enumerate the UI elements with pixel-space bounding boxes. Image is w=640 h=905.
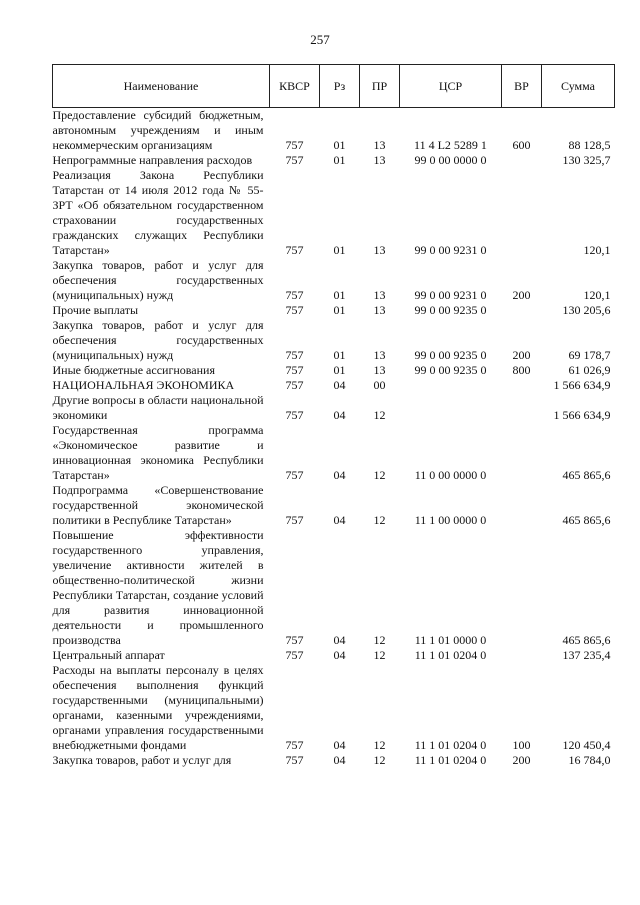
cell-pr: 13 [373, 303, 386, 317]
cell-csr: 99 0 00 0000 0 [414, 153, 487, 167]
cell-pr: 13 [373, 153, 386, 167]
cell-sum: 16 784,0 [568, 753, 611, 767]
cell-sum: 130 205,6 [562, 303, 611, 317]
cell-vr [502, 378, 542, 393]
cell-kvsr: 757 [285, 738, 304, 752]
cell-pr: 12 [373, 408, 386, 422]
cell-name: Непрограммные направления расходов [52, 153, 253, 167]
cell-sum: 465 865,6 [562, 633, 611, 647]
cell-kvsr: 757 [285, 303, 304, 317]
cell-pr: 12 [373, 513, 386, 527]
cell-csr: 11 1 01 0204 0 [414, 648, 487, 662]
cell-sum: 88 128,5 [568, 138, 611, 152]
cell-csr: 99 0 00 9231 0 [414, 288, 487, 302]
cell-vr: 600 [512, 138, 531, 152]
cell-pr: 13 [373, 348, 386, 362]
cell-vr: 200 [512, 348, 531, 362]
cell-rz: 04 [333, 753, 346, 767]
cell-pr: 12 [373, 738, 386, 752]
cell-kvsr: 757 [285, 243, 304, 257]
cell-name: Повышение эффективности государственного управления, увеличение активности жителей в общественно-политической жизни Республики Татарстан, создание условий для развития инновационной деятельности и промышленного производства [52, 528, 264, 647]
table-row [53, 363, 615, 378]
cell-sum: 465 865,6 [562, 468, 611, 482]
header-pr: ПР [360, 65, 400, 108]
cell-pr: 13 [373, 138, 386, 152]
cell-kvsr: 757 [285, 153, 304, 167]
cell-rz: 01 [333, 288, 346, 302]
header-csr: ЦСР [400, 65, 502, 108]
cell-rz: 04 [333, 513, 346, 527]
cell-kvsr: 757 [285, 513, 304, 527]
cell-kvsr: 757 [285, 363, 304, 377]
table-row [53, 378, 615, 393]
table-row [53, 663, 615, 753]
cell-pr: 13 [373, 363, 386, 377]
cell-rz: 04 [333, 408, 346, 422]
cell-rz: 04 [333, 468, 346, 482]
cell-csr [400, 378, 502, 393]
cell-rz: 01 [333, 303, 346, 317]
cell-vr [502, 483, 542, 528]
cell-rz: 04 [333, 633, 346, 647]
cell-csr: 11 0 00 0000 0 [414, 468, 487, 482]
cell-name: НАЦИОНАЛЬНАЯ ЭКОНОМИКА [52, 378, 235, 392]
cell-name: Закупка товаров, работ и услуг для обеспечения государственных (муниципальных) нужд [52, 318, 264, 362]
cell-sum: 1 566 634,9 [553, 408, 611, 422]
table-row [53, 108, 615, 154]
cell-vr [502, 153, 542, 168]
cell-name: Закупка товаров, работ и услуг для [52, 753, 232, 767]
cell-sum: 465 865,6 [562, 513, 611, 527]
cell-name: Закупка товаров, работ и услуг для обеспечения государственных (муниципальных) нужд [52, 258, 264, 302]
cell-name: Предоставление субсидий бюджетным, автономным учреждениям и иным некоммерческим организациям [52, 108, 264, 152]
cell-kvsr: 757 [285, 138, 304, 152]
cell-csr: 99 0 00 9235 0 [414, 303, 487, 317]
cell-rz: 04 [333, 648, 346, 662]
cell-rz: 01 [333, 348, 346, 362]
table-row [53, 303, 615, 318]
cell-rz: 04 [333, 378, 346, 392]
cell-pr: 12 [373, 753, 386, 767]
cell-sum: 61 026,9 [568, 363, 611, 377]
cell-pr: 13 [373, 243, 386, 257]
cell-sum: 130 325,7 [562, 153, 611, 167]
cell-rz: 01 [333, 138, 346, 152]
cell-kvsr: 757 [285, 378, 304, 392]
cell-kvsr: 757 [285, 348, 304, 362]
cell-sum: 1 566 634,9 [553, 378, 611, 392]
cell-rz: 01 [333, 153, 346, 167]
cell-vr [502, 528, 542, 648]
cell-name: Прочие выплаты [52, 303, 139, 317]
cell-sum: 120 450,4 [562, 738, 611, 752]
cell-vr [502, 393, 542, 423]
cell-name: Иные бюджетные ассигнования [52, 363, 215, 377]
cell-name: Государственная программа «Экономическое развитие и инновационная экономика Республики Татарстан» [52, 423, 264, 482]
table-row [53, 153, 615, 168]
header-kvsr: КВСР [270, 65, 320, 108]
cell-kvsr: 757 [285, 753, 304, 767]
cell-name: Реализация Закона Республики Татарстан от 14 июля 2012 года № 55-ЗРТ «Об обязательном государственном страховании государственных гражданских служащих Республики Татарстан» [52, 168, 264, 257]
table-row [53, 318, 615, 363]
table-body [53, 108, 615, 769]
cell-vr [502, 168, 542, 258]
cell-name: Центральный аппарат [52, 648, 165, 662]
cell-csr: 99 0 00 9231 0 [414, 243, 487, 257]
cell-sum: 137 235,4 [562, 648, 611, 662]
table-header-row [53, 65, 615, 108]
cell-vr [502, 423, 542, 483]
table-row [53, 483, 615, 528]
table-row [53, 393, 615, 423]
header-rz: Рз [320, 65, 360, 108]
cell-kvsr: 757 [285, 288, 304, 302]
cell-vr: 800 [512, 363, 531, 377]
table-row [53, 258, 615, 303]
table-row [53, 528, 615, 648]
cell-vr [502, 648, 542, 663]
table-row [53, 168, 615, 258]
cell-sum: 120,1 [583, 243, 611, 257]
cell-vr: 200 [512, 288, 531, 302]
cell-kvsr: 757 [285, 408, 304, 422]
cell-csr: 11 1 00 0000 0 [414, 513, 487, 527]
cell-sum: 69 178,7 [568, 348, 611, 362]
cell-pr: 12 [373, 648, 386, 662]
cell-name: Подпрограмма «Совершенствование государственной экономической политики в Республике Татарстан» [52, 483, 264, 527]
cell-rz: 04 [333, 738, 346, 752]
cell-rz: 01 [333, 363, 346, 377]
table-row [53, 423, 615, 483]
page-number: 257 [310, 32, 330, 47]
header-vr: ВР [502, 65, 542, 108]
table-row [53, 648, 615, 663]
header-sum: Сумма [542, 65, 615, 108]
cell-pr: 12 [373, 633, 386, 647]
cell-csr: 11 4 L2 5289 1 [414, 138, 487, 152]
cell-rz: 01 [333, 243, 346, 257]
cell-vr: 100 [512, 738, 531, 752]
header-name: Наименование [53, 65, 270, 108]
cell-name: Расходы на выплаты персоналу в целях обеспечения выполнения функций государственными (муниципальными) органами, казенными учреждениями, органами управления государственными внебюджетными фондами [52, 663, 264, 752]
cell-vr [502, 303, 542, 318]
table-row [53, 753, 615, 768]
cell-name: Другие вопросы в области национальной экономики [52, 393, 264, 422]
cell-kvsr: 757 [285, 633, 304, 647]
cell-csr: 11 1 01 0204 0 [414, 738, 487, 752]
cell-pr: 12 [373, 468, 386, 482]
cell-vr: 200 [512, 753, 531, 767]
budget-table [52, 64, 615, 768]
cell-csr: 99 0 00 9235 0 [414, 363, 487, 377]
cell-sum: 120,1 [583, 288, 611, 302]
cell-csr: 11 1 01 0204 0 [414, 753, 487, 767]
cell-csr [400, 393, 502, 423]
cell-csr: 99 0 00 9235 0 [414, 348, 487, 362]
cell-csr: 11 1 01 0000 0 [414, 633, 487, 647]
cell-pr: 00 [373, 378, 386, 392]
cell-kvsr: 757 [285, 648, 304, 662]
cell-kvsr: 757 [285, 468, 304, 482]
cell-pr: 13 [373, 288, 386, 302]
